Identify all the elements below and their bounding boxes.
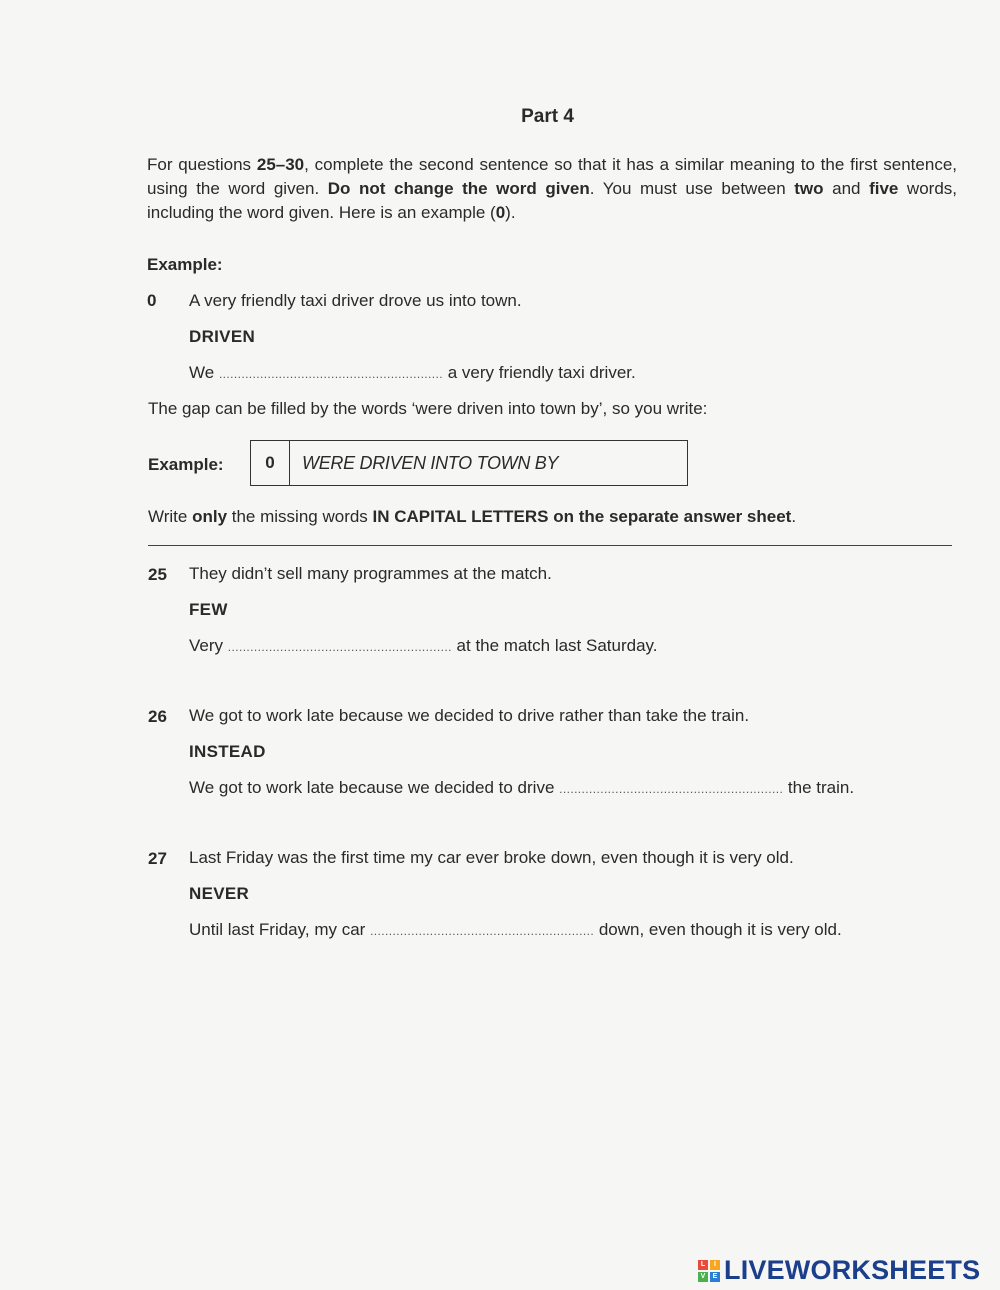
question-keyword: INSTEAD [189, 742, 266, 761]
question-gap-line [189, 778, 854, 798]
answer-gap[interactable]: ............................................................ [559, 782, 784, 796]
logo-square: L [698, 1260, 708, 1270]
example-number: 0 [147, 291, 157, 310]
question-range: 25–30 [256, 155, 305, 174]
intro-text: and [823, 179, 870, 198]
logo-square: V [698, 1272, 708, 1282]
gap-dots: ............................................................ [218, 367, 443, 381]
example-sentence: A very friendly taxi driver drove us into town. [189, 291, 522, 310]
example-gap-line [189, 363, 636, 383]
instruction-text: . [791, 507, 797, 526]
intro-text: words, including the word given. Here is an example ( [147, 179, 958, 222]
question-sentence: We got to work late because we decided to drive rather than take the train. [189, 706, 750, 725]
gap-prefix: We got to work late because we decided to drive [189, 778, 555, 797]
intro-text: , complete the second sentence so that it has a similar meaning to the first sentence, using the word given. [147, 155, 957, 198]
logo-text: LIVEWORKSHEETS [724, 1255, 981, 1285]
page-title: Part 4 [521, 106, 574, 127]
gap-suffix: down, even though it is very old. [598, 920, 842, 939]
instruction-only: only [192, 507, 228, 526]
instruction-text: Write [148, 507, 193, 526]
gap-prefix: Very [189, 636, 224, 655]
gap-prefix: Until last Friday, my car [189, 920, 366, 939]
liveworksheets-logo [698, 1255, 980, 1286]
example-answer-box [250, 440, 688, 486]
gap-suffix: at the match last Saturday. [456, 636, 658, 655]
instruction-text: the missing words [227, 507, 373, 526]
min-words: two [794, 179, 824, 198]
instructions-paragraph [147, 153, 957, 225]
question-keyword: FEW [189, 600, 228, 619]
example-box-label: Example: [148, 455, 224, 474]
question-keyword: NEVER [189, 884, 250, 903]
logo-square: E [710, 1272, 720, 1282]
answer-gap[interactable]: ............................................................ [227, 640, 452, 654]
question-number: 25 [148, 565, 167, 584]
example-explanation: The gap can be filled by the words ‘were driven into town by’, so you write: [148, 399, 708, 418]
instruction-caps: IN CAPITAL LETTERS on the separate answer sheet [372, 507, 792, 526]
answer-gap[interactable]: ............................................................ [370, 924, 595, 938]
question-sentence: Last Friday was the first time my car ever broke down, even though it is very old. [189, 848, 794, 867]
gap-prefix: We [189, 363, 215, 382]
max-words: five [869, 179, 899, 198]
question-gap-line [189, 920, 842, 940]
example-keyword: DRIVEN [189, 327, 256, 346]
question-gap-line [189, 636, 658, 656]
question-number: 26 [148, 707, 167, 726]
example-ref: 0 [495, 203, 506, 222]
divider [148, 545, 952, 546]
do-not-change-note: Do not change the word given [327, 179, 590, 198]
example-box-answer: WERE DRIVEN INTO TOWN BY [302, 452, 559, 473]
intro-text: . You must use between [589, 179, 795, 198]
gap-suffix: the train. [787, 778, 855, 797]
gap-suffix: a very friendly taxi driver. [447, 363, 636, 382]
logo-mark-icon [698, 1260, 720, 1282]
example-box-number: 0 [251, 441, 290, 485]
question-sentence: They didn’t sell many programmes at the match. [189, 564, 552, 583]
logo-square: I [710, 1260, 720, 1270]
question-number: 27 [148, 849, 167, 868]
intro-text: For questions [147, 155, 257, 174]
answer-instruction [148, 507, 796, 527]
example-heading: Example: [147, 255, 223, 274]
intro-text: ). [505, 203, 516, 222]
